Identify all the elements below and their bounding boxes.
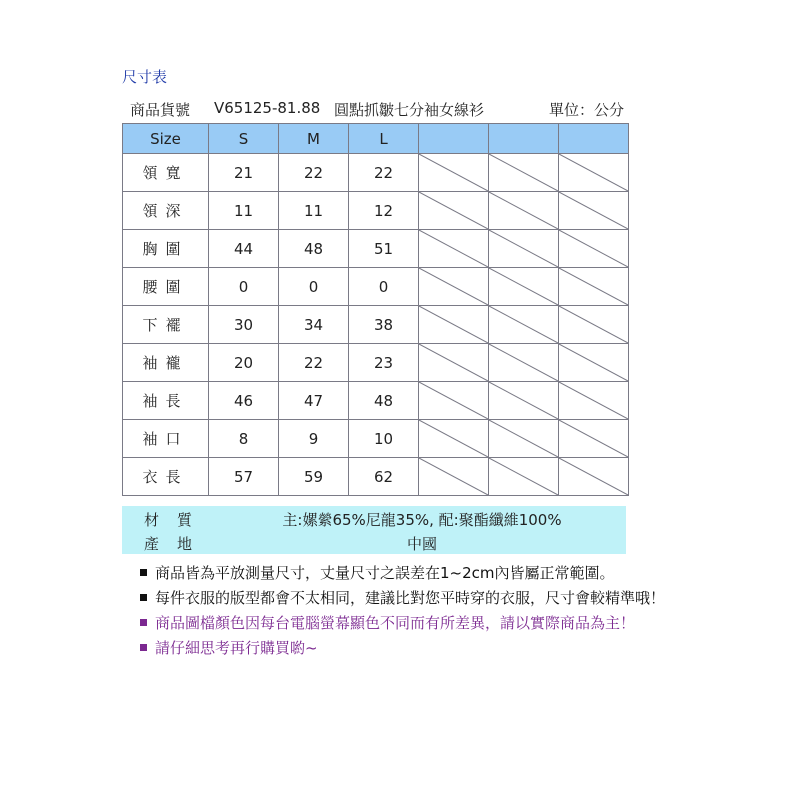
empty-cell	[489, 154, 559, 192]
empty-cell	[559, 344, 629, 382]
material-label: 材質	[144, 511, 211, 529]
table-cell: 0	[279, 268, 349, 306]
empty-cell	[489, 192, 559, 230]
empty-cell	[419, 458, 489, 496]
empty-cell	[559, 192, 629, 230]
row-label: 領寬	[123, 154, 209, 192]
table-cell: 10	[349, 420, 419, 458]
note-item: 每件衣服的版型都會不太相同，建議比對您平時穿的衣服，尺寸會較精準哦！	[140, 588, 665, 613]
table-cell: 21	[209, 154, 279, 192]
diagonal-line-icon	[559, 344, 628, 381]
bullet-icon	[140, 594, 147, 601]
diagonal-line-icon	[559, 458, 628, 495]
empty-cell	[489, 420, 559, 458]
empty-cell	[419, 306, 489, 344]
empty-cell	[489, 306, 559, 344]
table-cell: 22	[279, 344, 349, 382]
diagonal-line-icon	[489, 154, 558, 191]
diagonal-line-icon	[419, 154, 488, 191]
material-section	[122, 506, 626, 554]
row-label: 腰圍	[123, 268, 209, 306]
row-label: 胸圍	[123, 230, 209, 268]
table-row	[123, 306, 629, 344]
product-code: V65125-81.88	[214, 99, 321, 117]
table-row	[123, 382, 629, 420]
empty-cell	[419, 154, 489, 192]
header-empty	[419, 124, 489, 154]
product-info	[122, 99, 628, 121]
empty-cell	[419, 230, 489, 268]
diagonal-line-icon	[489, 382, 558, 419]
diagonal-line-icon	[559, 268, 628, 305]
note-item: 商品圖檔顏色因每台電腦螢幕顯色不同而有所差異，請以實際商品為主！	[140, 613, 665, 638]
empty-cell	[489, 230, 559, 268]
table-cell: 0	[349, 268, 419, 306]
table-cell: 46	[209, 382, 279, 420]
header-m: M	[279, 124, 349, 154]
table-row	[123, 154, 629, 192]
row-label: 袖長	[123, 382, 209, 420]
table-cell: 11	[279, 192, 349, 230]
empty-cell	[489, 268, 559, 306]
empty-cell	[559, 154, 629, 192]
empty-cell	[419, 268, 489, 306]
empty-cell	[489, 458, 559, 496]
material-row	[122, 506, 626, 530]
diagonal-line-icon	[559, 154, 628, 191]
empty-cell	[489, 382, 559, 420]
header-s: S	[209, 124, 279, 154]
table-cell: 34	[279, 306, 349, 344]
table-cell: 0	[209, 268, 279, 306]
empty-cell	[559, 420, 629, 458]
product-code-label: 商品貨號	[130, 101, 191, 119]
empty-cell	[419, 192, 489, 230]
size-table	[122, 123, 629, 496]
diagonal-line-icon	[419, 306, 488, 343]
table-cell: 11	[209, 192, 279, 230]
row-label: 袖口	[123, 420, 209, 458]
header-l: L	[349, 124, 419, 154]
diagonal-line-icon	[489, 192, 558, 229]
table-header-row	[123, 124, 629, 154]
origin-row	[122, 530, 626, 554]
empty-cell	[559, 382, 629, 420]
table-cell: 44	[209, 230, 279, 268]
row-label: 袖襱	[123, 344, 209, 382]
empty-cell	[489, 344, 559, 382]
table-cell: 8	[209, 420, 279, 458]
diagonal-line-icon	[489, 344, 558, 381]
diagonal-line-icon	[559, 192, 628, 229]
header-empty	[489, 124, 559, 154]
table-cell: 51	[349, 230, 419, 268]
row-label: 領深	[123, 192, 209, 230]
table-cell: 59	[279, 458, 349, 496]
diagonal-line-icon	[489, 230, 558, 267]
table-cell: 38	[349, 306, 419, 344]
empty-cell	[419, 344, 489, 382]
diagonal-line-icon	[489, 420, 558, 457]
diagonal-line-icon	[419, 230, 488, 267]
empty-cell	[559, 268, 629, 306]
table-row	[123, 344, 629, 382]
table-cell: 48	[279, 230, 349, 268]
diagonal-line-icon	[419, 458, 488, 495]
bullet-icon	[140, 569, 147, 576]
table-cell: 20	[209, 344, 279, 382]
table-cell: 22	[349, 154, 419, 192]
table-row	[123, 192, 629, 230]
empty-cell	[559, 230, 629, 268]
material-value: 主:嫘縈65%尼龍35%, 配:聚酯纖維100%	[282, 511, 562, 529]
origin-value: 中國	[406, 535, 437, 553]
diagonal-line-icon	[559, 382, 628, 419]
note-item: 請仔細思考再行購買喲~	[140, 638, 665, 663]
diagonal-line-icon	[419, 192, 488, 229]
origin-label: 產地	[144, 535, 211, 553]
page-title: 尺寸表	[122, 68, 168, 86]
empty-cell	[559, 458, 629, 496]
table-cell: 48	[349, 382, 419, 420]
row-label: 下襬	[123, 306, 209, 344]
diagonal-line-icon	[419, 344, 488, 381]
table-cell: 57	[209, 458, 279, 496]
diagonal-line-icon	[419, 382, 488, 419]
table-cell: 22	[279, 154, 349, 192]
diagonal-line-icon	[559, 306, 628, 343]
table-cell: 9	[279, 420, 349, 458]
table-row	[123, 268, 629, 306]
empty-cell	[419, 382, 489, 420]
bullet-icon	[140, 644, 147, 651]
diagonal-line-icon	[489, 306, 558, 343]
diagonal-line-icon	[489, 268, 558, 305]
notes-list	[140, 563, 665, 663]
product-name: 圓點抓皺七分袖女線衫	[334, 101, 485, 119]
table-cell: 12	[349, 192, 419, 230]
row-label: 衣長	[123, 458, 209, 496]
diagonal-line-icon	[559, 420, 628, 457]
bullet-icon	[140, 619, 147, 626]
table-cell: 47	[279, 382, 349, 420]
table-row	[123, 230, 629, 268]
note-item: 商品皆為平放測量尺寸，丈量尺寸之誤差在1~2cm內皆屬正常範圍。	[140, 563, 665, 588]
diagonal-line-icon	[419, 420, 488, 457]
empty-cell	[419, 420, 489, 458]
empty-cell	[559, 306, 629, 344]
table-cell: 23	[349, 344, 419, 382]
unit-label: 單位：公分	[548, 101, 624, 119]
diagonal-line-icon	[489, 458, 558, 495]
header-empty	[559, 124, 629, 154]
table-row	[123, 420, 629, 458]
table-cell: 30	[209, 306, 279, 344]
header-size: Size	[123, 124, 209, 154]
table-cell: 62	[349, 458, 419, 496]
table-row	[123, 458, 629, 496]
diagonal-line-icon	[559, 230, 628, 267]
diagonal-line-icon	[419, 268, 488, 305]
